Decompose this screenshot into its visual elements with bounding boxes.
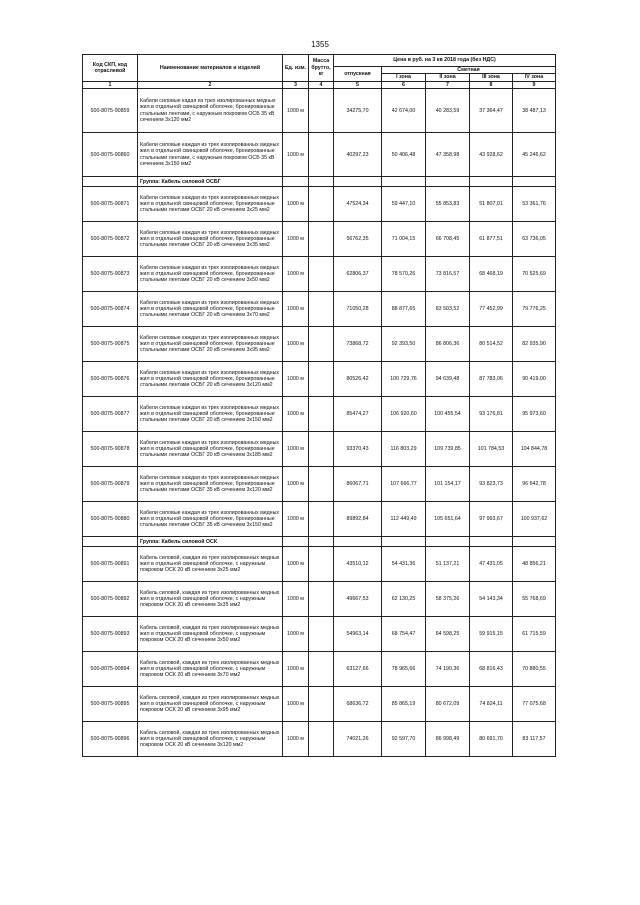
table-row xyxy=(83,397,556,432)
zone-2-price: 109 739,85 xyxy=(426,432,470,467)
release-price: 62806,37 xyxy=(334,257,382,292)
item-mass xyxy=(309,222,334,257)
table-row xyxy=(83,432,556,467)
item-unit: 1000 м xyxy=(283,257,309,292)
item-mass xyxy=(309,133,334,177)
item-mass xyxy=(309,327,334,362)
item-code: 500-8075-90875 xyxy=(83,327,138,362)
zone-4-price: 70 880,55 xyxy=(513,652,556,687)
item-unit: 1000 м xyxy=(283,133,309,177)
zone-1-price: 106 920,60 xyxy=(382,397,426,432)
table-row xyxy=(83,652,556,687)
header-mass: Масса брутто, кг xyxy=(309,55,334,82)
zone-3-price: 43 928,62 xyxy=(470,133,513,177)
item-code: 500-8075-90872 xyxy=(83,222,138,257)
group-empty-cell xyxy=(513,537,556,547)
table-row xyxy=(83,467,556,502)
group-title: Группа: Кабель силовой ОСК xyxy=(138,537,283,547)
zone-2-price: 47 358,98 xyxy=(426,133,470,177)
zone-2-price: 80 672,09 xyxy=(426,687,470,722)
item-mass xyxy=(309,257,334,292)
zone-4-price: 82 935,90 xyxy=(513,327,556,362)
release-price: 71050,28 xyxy=(334,292,382,327)
table-row xyxy=(83,582,556,617)
item-code: 500-8075-90871 xyxy=(83,187,138,222)
zone-3-price: 51 807,01 xyxy=(470,187,513,222)
column-number: 2 xyxy=(138,81,283,88)
header-zone-1: I зона xyxy=(382,74,426,81)
release-price: 56762,35 xyxy=(334,222,382,257)
zone-3-price: 80 514,52 xyxy=(470,327,513,362)
group-empty-cell xyxy=(309,537,334,547)
item-code: 500-8075-90893 xyxy=(83,617,138,652)
item-name: Кабель силовой, каждая из трех изолированных медных жил в отдельной свинцовой оболочке, с наружным покровом ОСК 20 кВ сечением 3х35 мм2 xyxy=(138,582,283,617)
group-code-cell xyxy=(83,177,138,187)
item-code: 500-8075-90880 xyxy=(83,502,138,537)
zone-4-price: 96 642,78 xyxy=(513,467,556,502)
table-row xyxy=(83,722,556,757)
item-name: Кабели силовые каждая из трех изолированных медных жил в отдельной свинцовой оболочке, бронированные стальными лентами ОСБГ 20 кВ сечением 3х25 мм2 xyxy=(138,187,283,222)
item-mass xyxy=(309,617,334,652)
item-unit: 1000 м xyxy=(283,722,309,757)
table-row xyxy=(83,327,556,362)
zone-1-price: 92 597,70 xyxy=(382,722,426,757)
column-number: 7 xyxy=(426,81,470,88)
zone-1-price: 59 447,10 xyxy=(382,187,426,222)
zone-4-price: 70 525,69 xyxy=(513,257,556,292)
page-number: 1355 xyxy=(311,40,329,49)
zone-2-price: 40 283,59 xyxy=(426,89,470,133)
item-unit: 1000 м xyxy=(283,222,309,257)
item-unit: 1000 м xyxy=(283,187,309,222)
zone-1-price: 112 449,49 xyxy=(382,502,426,537)
item-code: 500-8075-90873 xyxy=(83,257,138,292)
table-row xyxy=(83,502,556,537)
item-code: 500-8075-90892 xyxy=(83,582,138,617)
release-price: 93370,43 xyxy=(334,432,382,467)
item-code: 500-8075-90877 xyxy=(83,397,138,432)
item-code: 500-8075-90859 xyxy=(83,89,138,133)
header-zone-3: III зона xyxy=(470,74,513,81)
zone-3-price: 68 468,19 xyxy=(470,257,513,292)
table-body xyxy=(83,89,556,757)
zone-4-price: 45 246,62 xyxy=(513,133,556,177)
zone-3-price: 93 176,81 xyxy=(470,397,513,432)
release-price: 63127,66 xyxy=(334,652,382,687)
item-mass xyxy=(309,432,334,467)
release-price: 85474,27 xyxy=(334,397,382,432)
item-name: Кабели силовые каждая из трех изолированных медных жил в отдельной свинцовой оболочке, бронированные стальными лентами ОСБГ 35 кВ сечением 3х120 мм2 xyxy=(138,467,283,502)
item-mass xyxy=(309,89,334,133)
group-empty-cell xyxy=(283,177,309,187)
zone-2-price: 86 998,49 xyxy=(426,722,470,757)
group-empty-cell xyxy=(426,537,470,547)
release-price: 40297,23 xyxy=(334,133,382,177)
item-unit: 1000 м xyxy=(283,432,309,467)
zone-1-price: 78 965,66 xyxy=(382,652,426,687)
zone-1-price: 85 865,19 xyxy=(382,687,426,722)
group-empty-cell xyxy=(309,177,334,187)
zone-2-price: 101 154,17 xyxy=(426,467,470,502)
header-unit: Ед. изм. xyxy=(283,55,309,82)
release-price: 49667,53 xyxy=(334,582,382,617)
item-mass xyxy=(309,502,334,537)
item-mass xyxy=(309,547,334,582)
zone-1-price: 42 674,00 xyxy=(382,89,426,133)
zone-4-price: 63 736,05 xyxy=(513,222,556,257)
release-price: 80526,42 xyxy=(334,362,382,397)
release-price: 86067,71 xyxy=(334,467,382,502)
table-row xyxy=(83,687,556,722)
zone-2-price: 73 816,57 xyxy=(426,257,470,292)
zone-1-price: 68 754,47 xyxy=(382,617,426,652)
header-name: Наименование материалов и изделий xyxy=(138,55,283,82)
zone-2-price: 105 651,64 xyxy=(426,502,470,537)
item-code: 500-8075-90876 xyxy=(83,362,138,397)
item-name: Кабели силовые каждая из трех изолированных медных жил в отдельной свинцовой оболочке, бронированные стальными лентами ОСБГ 20 кВ сечением 3х150 мм2 xyxy=(138,397,283,432)
zone-1-price: 88 877,65 xyxy=(382,292,426,327)
zone-3-price: 93 823,73 xyxy=(470,467,513,502)
zone-4-price: 55 768,69 xyxy=(513,582,556,617)
release-price: 74021,26 xyxy=(334,722,382,757)
group-empty-cell xyxy=(470,537,513,547)
item-mass xyxy=(309,467,334,502)
zone-1-price: 50 406,48 xyxy=(382,133,426,177)
table-header xyxy=(83,55,556,89)
group-empty-cell xyxy=(426,177,470,187)
item-mass xyxy=(309,292,334,327)
group-empty-cell xyxy=(334,177,382,187)
zone-3-price: 47 431,05 xyxy=(470,547,513,582)
table-row xyxy=(83,617,556,652)
column-number: 5 xyxy=(334,81,382,88)
zone-3-price: 61 877,51 xyxy=(470,222,513,257)
item-name: Кабель силовой, каждая из трех изолированных медных жил в отдельной свинцовой оболочке, с наружным покровом ОСК 20 кВ сечением 3х25 мм2 xyxy=(138,547,283,582)
item-name: Кабели силовые каждая из трех изолированных медных жил в отдельной свинцовой оболочке, бронированные стальными лентами ОСБГ 20 кВ сечением 3х185 мм2 xyxy=(138,432,283,467)
item-name: Кабели силовые каждая из трех изолированных медных жил в отдельной свинцовой оболочке, бронированные стальными лентами ОСБГ 20 кВ сечением 3х95 мм2 xyxy=(138,327,283,362)
item-unit: 1000 м xyxy=(283,617,309,652)
item-mass xyxy=(309,187,334,222)
zone-1-price: 107 666,77 xyxy=(382,467,426,502)
zone-4-price: 90 419,00 xyxy=(513,362,556,397)
table-row xyxy=(83,257,556,292)
zone-1-price: 71 004,15 xyxy=(382,222,426,257)
zone-4-price: 95 973,60 xyxy=(513,397,556,432)
item-unit: 1000 м xyxy=(283,652,309,687)
zone-3-price: 59 915,15 xyxy=(470,617,513,652)
price-table xyxy=(82,54,556,757)
item-mass xyxy=(309,652,334,687)
item-mass xyxy=(309,722,334,757)
zone-2-price: 55 853,83 xyxy=(426,187,470,222)
header-code: Код СКП, код отраслевой xyxy=(83,55,138,82)
item-mass xyxy=(309,362,334,397)
zone-3-price: 87 783,06 xyxy=(470,362,513,397)
table-row xyxy=(83,222,556,257)
release-price: 73868,72 xyxy=(334,327,382,362)
zone-1-price: 116 803,29 xyxy=(382,432,426,467)
item-name: Кабели силовые каждая из трех изолированных медных жил в отдельной свинцовой оболочке, бронированные стальными лентами, с наружным покровом ОСБ 35 кВ сечением 3х150 мм2 xyxy=(138,133,283,177)
release-price: 89892,84 xyxy=(334,502,382,537)
table-row xyxy=(83,187,556,222)
group-empty-cell xyxy=(382,537,426,547)
release-price: 47524,34 xyxy=(334,187,382,222)
group-empty-cell xyxy=(513,177,556,187)
header-zone-2: II зона xyxy=(426,74,470,81)
item-code: 500-8075-90896 xyxy=(83,722,138,757)
item-unit: 1000 м xyxy=(283,89,309,133)
group-code-cell xyxy=(83,537,138,547)
item-unit: 1000 м xyxy=(283,547,309,582)
item-name: Кабели силовые каждая из трех изолированных медных жил в отдельной свинцовой оболочке, бронированные стальными лентами ОСБГ 20 кВ сечением 3х120 мм2 xyxy=(138,362,283,397)
zone-2-price: 51 137,21 xyxy=(426,547,470,582)
table-row xyxy=(83,89,556,133)
zone-3-price: 101 784,53 xyxy=(470,432,513,467)
item-unit: 1000 м xyxy=(283,467,309,502)
zone-1-price: 92 393,50 xyxy=(382,327,426,362)
zone-3-price: 74 824,11 xyxy=(470,687,513,722)
item-unit: 1000 м xyxy=(283,327,309,362)
group-empty-cell xyxy=(283,537,309,547)
header-price-title: Цена в руб. на 3 кв 2018 года (без НДС) xyxy=(334,55,556,67)
zone-1-price: 100 729,76 xyxy=(382,362,426,397)
release-price: 68636,72 xyxy=(334,687,382,722)
item-unit: 1000 м xyxy=(283,397,309,432)
zone-2-price: 74 190,36 xyxy=(426,652,470,687)
item-mass xyxy=(309,582,334,617)
header-release: отпускная xyxy=(334,67,382,82)
zone-4-price: 77 075,68 xyxy=(513,687,556,722)
zone-2-price: 100 455,54 xyxy=(426,397,470,432)
zone-3-price: 37 364,47 xyxy=(470,89,513,133)
zone-3-price: 68 816,43 xyxy=(470,652,513,687)
item-mass xyxy=(309,397,334,432)
group-empty-cell xyxy=(382,177,426,187)
item-name: Кабели силовые каждая из трех изолированных медных жил в отдельной свинцовой оболочке, бронированные стальными лентами ОСБГ 35 кВ сечением 3х150 мм2 xyxy=(138,502,283,537)
header-zone-4: IV зона xyxy=(513,74,556,81)
column-number: 8 xyxy=(470,81,513,88)
item-name: Кабель силовой, каждая из трех изолированных медных жил в отдельной свинцовой оболочке, с наружным покровом ОСК 20 кВ сечением 3х120 мм2 xyxy=(138,722,283,757)
zone-1-price: 54 431,36 xyxy=(382,547,426,582)
item-code: 500-8075-90879 xyxy=(83,467,138,502)
header-estimated: Сметная xyxy=(382,67,556,74)
zone-1-price: 62 130,25 xyxy=(382,582,426,617)
zone-1-price: 78 570,26 xyxy=(382,257,426,292)
zone-4-price: 79 776,25 xyxy=(513,292,556,327)
zone-3-price: 54 143,34 xyxy=(470,582,513,617)
zone-2-price: 86 806,36 xyxy=(426,327,470,362)
item-unit: 1000 м xyxy=(283,687,309,722)
column-number: 1 xyxy=(83,81,138,88)
column-number: 3 xyxy=(283,81,309,88)
zone-4-price: 100 937,62 xyxy=(513,502,556,537)
zone-4-price: 104 844,78 xyxy=(513,432,556,467)
item-name: Кабели силовые каждая из трех изолированных медных жил в отдельной свинцовой оболочке, бронированные стальными лентами ОСБГ 20 кВ сечением 3х50 мм2 xyxy=(138,257,283,292)
group-row xyxy=(83,537,556,547)
column-number-row xyxy=(83,81,556,88)
release-price: 43510,12 xyxy=(334,547,382,582)
item-unit: 1000 м xyxy=(283,362,309,397)
group-empty-cell xyxy=(470,177,513,187)
item-mass xyxy=(309,687,334,722)
zone-2-price: 94 639,48 xyxy=(426,362,470,397)
group-empty-cell xyxy=(334,537,382,547)
zone-2-price: 66 708,45 xyxy=(426,222,470,257)
release-price: 34275,70 xyxy=(334,89,382,133)
column-number: 6 xyxy=(382,81,426,88)
item-unit: 1000 м xyxy=(283,582,309,617)
column-number: 9 xyxy=(513,81,556,88)
item-code: 500-8075-90891 xyxy=(83,547,138,582)
release-price: 54963,14 xyxy=(334,617,382,652)
zone-4-price: 83 117,57 xyxy=(513,722,556,757)
zone-3-price: 97 993,67 xyxy=(470,502,513,537)
item-code: 500-8075-90894 xyxy=(83,652,138,687)
item-name: Кабели силовые кадая из трех изолированных медных жил в отдельной свинцовой оболочке, бронированные стальными лентами, с наружным покровом ОСБ 35 кВ сечением 3х120 мм2 xyxy=(138,89,283,133)
group-title: Группа: Кабель силовой ОСБГ xyxy=(138,177,283,187)
item-unit: 1000 м xyxy=(283,502,309,537)
zone-2-price: 58 375,26 xyxy=(426,582,470,617)
group-row xyxy=(83,177,556,187)
zone-3-price: 80 691,70 xyxy=(470,722,513,757)
item-unit: 1000 м xyxy=(283,292,309,327)
zone-4-price: 48 856,21 xyxy=(513,547,556,582)
table-row xyxy=(83,133,556,177)
item-code: 500-8075-90860 xyxy=(83,133,138,177)
column-number: 4 xyxy=(309,81,334,88)
item-name: Кабель силовой, каждая из трех изолированных медных жил в отдельной свинцовой оболочке, с наружным покровом ОСК 20 кВ сечением 3х70 мм2 xyxy=(138,652,283,687)
zone-3-price: 77 452,99 xyxy=(470,292,513,327)
zone-2-price: 83 503,52 xyxy=(426,292,470,327)
table-row xyxy=(83,362,556,397)
item-code: 500-8075-90878 xyxy=(83,432,138,467)
zone-2-price: 64 598,25 xyxy=(426,617,470,652)
zone-4-price: 53 361,76 xyxy=(513,187,556,222)
table-row xyxy=(83,547,556,582)
item-name: Кабели силовые каждая из трех изолированных медных жил в отдельной свинцовой оболочке, бронированные стальными лентами ОСБГ 20 кВ сечением 3х70 мм2 xyxy=(138,292,283,327)
item-code: 500-8075-90874 xyxy=(83,292,138,327)
item-code: 500-8075-90895 xyxy=(83,687,138,722)
item-name: Кабель силовой, каждая из трех изолированных медных жил в отдельной свинцовой оболочке, с наружным покровом ОСК 20 кВ сечением 3х50 мм2 xyxy=(138,617,283,652)
zone-4-price: 38 487,13 xyxy=(513,89,556,133)
zone-4-price: 61 715,59 xyxy=(513,617,556,652)
item-name: Кабели силовые каждая из трех изолированных медных жил в отдельной свинцовой оболочке, бронированные стальными лентами ОСБГ 20 кВ сечением 3х35 мм2 xyxy=(138,222,283,257)
item-name: Кабель силовой, каждая из трех изолированных медных жил в отдельной свинцовой оболочке, с наружным покровом ОСК 20 кВ сечением 3х95 мм2 xyxy=(138,687,283,722)
table-row xyxy=(83,292,556,327)
